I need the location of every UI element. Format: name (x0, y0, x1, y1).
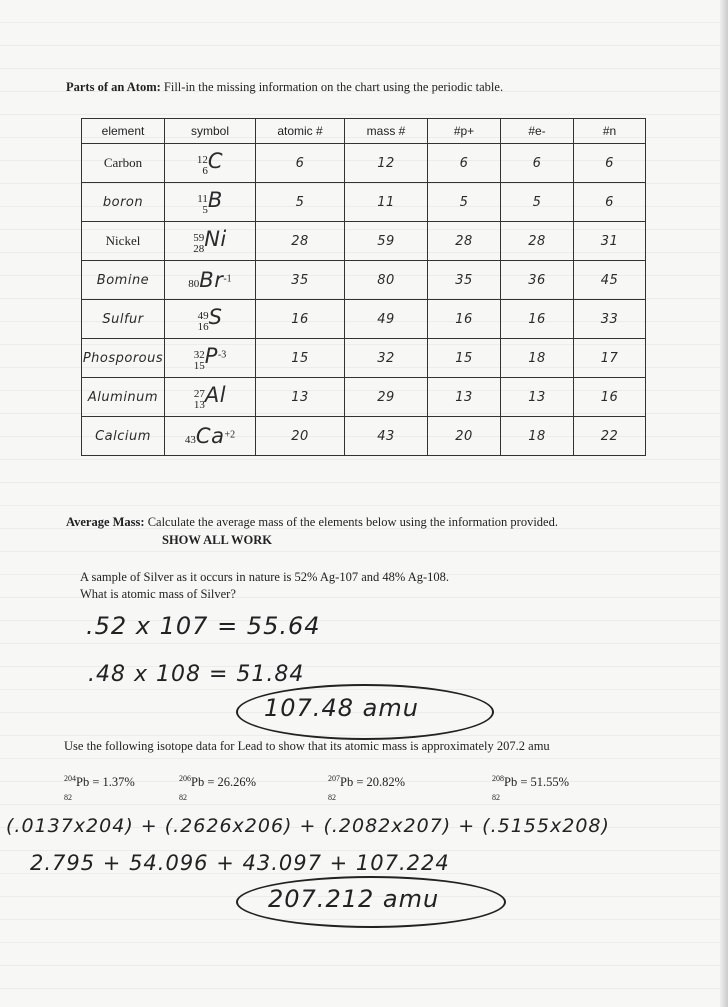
isotope-item (179, 772, 256, 805)
isotope-mass: 204 (64, 774, 76, 783)
header-protons: #p+ (428, 119, 501, 144)
cell-atomic-number: 13 (256, 378, 345, 417)
cell-mass-number: 12 (345, 144, 428, 183)
table-row (82, 300, 646, 339)
cell-electrons: 28 (501, 222, 574, 261)
section-header-parts-of-atom (66, 80, 503, 95)
isotope-percent: = 20.82% (353, 775, 406, 790)
cell-symbol (165, 144, 256, 183)
symbol-letters: Al (204, 383, 227, 408)
cell-atomic-number: 28 (256, 222, 345, 261)
header-symbol: symbol (165, 119, 256, 144)
cell-electrons: 13 (501, 378, 574, 417)
cell-mass-number: 49 (345, 300, 428, 339)
table-row (82, 144, 646, 183)
cell-element: Phosporous (82, 339, 165, 378)
cell-atomic-number: 16 (256, 300, 345, 339)
cell-symbol (165, 261, 256, 300)
cell-neutrons: 33 (574, 300, 646, 339)
cell-protons: 15 (428, 339, 501, 378)
isotope-z: 82 (328, 793, 336, 803)
table-row (82, 378, 646, 417)
atom-table (81, 118, 646, 456)
table-row (82, 261, 646, 300)
header-element: element (82, 119, 165, 144)
silver-work-line2: .48 x 108 = 51.84 (88, 662, 305, 687)
symbol-charge: -1 (223, 273, 232, 285)
symbol-letters: C (207, 149, 224, 174)
cell-symbol (165, 417, 256, 456)
cell-symbol (165, 183, 256, 222)
cell-mass-number: 80 (345, 261, 428, 300)
cell-atomic-number: 6 (256, 144, 345, 183)
isotope-item (64, 772, 135, 805)
symbol-mass: 49 (197, 309, 209, 322)
symbol-letters: B (207, 188, 223, 213)
table-row (82, 339, 646, 378)
symbol-mass: 43 (184, 433, 196, 446)
cell-symbol (165, 300, 256, 339)
show-work-label: SHOW ALL WORK (162, 533, 272, 547)
isotope-symbol: Pb (191, 775, 205, 790)
cell-electrons: 16 (501, 300, 574, 339)
symbol-mass: 27 (193, 387, 205, 400)
isotope-symbol: Pb (340, 775, 354, 790)
cell-element: Aluminum (82, 378, 165, 417)
symbol-z: 13 (193, 398, 205, 411)
isotope-z: 82 (179, 793, 187, 803)
cell-element: boron (82, 183, 165, 222)
cell-electrons: 5 (501, 183, 574, 222)
isotope-percent: = 51.55% (517, 775, 570, 790)
cell-protons: 13 (428, 378, 501, 417)
cell-mass-number: 43 (345, 417, 428, 456)
cell-protons: 5 (428, 183, 501, 222)
cell-element: Sulfur (82, 300, 165, 339)
cell-mass-number: 59 (345, 222, 428, 261)
cell-protons: 28 (428, 222, 501, 261)
isotope-percent: = 26.26% (204, 775, 257, 790)
symbol-z: 5 (202, 203, 208, 216)
cell-mass-number: 29 (345, 378, 428, 417)
isotope-mass: 206 (179, 774, 191, 783)
cell-symbol (165, 378, 256, 417)
cell-electrons: 36 (501, 261, 574, 300)
symbol-mass: 12 (196, 153, 208, 166)
isotope-z: 82 (64, 793, 72, 803)
silver-work-line1: .52 x 107 = 55.64 (86, 612, 321, 640)
section-instructions: Fill-in the missing information on the chart using the periodic table. (163, 80, 504, 94)
section-title: Parts of an Atom: (66, 80, 161, 94)
silver-answer: 107.48 amu (264, 694, 419, 722)
symbol-mass: 59 (193, 231, 205, 244)
lead-question: Use the following isotope data for Lead to show that its atomic mass is approximately 207.2 amu (64, 739, 550, 753)
cell-neutrons: 45 (574, 261, 646, 300)
header-electrons: #e- (501, 119, 574, 144)
cell-mass-number: 32 (345, 339, 428, 378)
cell-element: Carbon (82, 144, 165, 183)
cell-element: Bomine (82, 261, 165, 300)
symbol-z: 6 (202, 164, 208, 177)
cell-protons: 16 (428, 300, 501, 339)
cell-neutrons: 6 (574, 144, 646, 183)
cell-protons: 35 (428, 261, 501, 300)
silver-question (80, 569, 449, 603)
isotope-percent: = 1.37% (89, 775, 135, 790)
symbol-z: 16 (197, 320, 209, 333)
cell-mass-number: 11 (345, 183, 428, 222)
cell-electrons: 18 (501, 417, 574, 456)
cell-protons: 6 (428, 144, 501, 183)
isotope-item (492, 772, 569, 805)
isotope-z: 82 (492, 793, 500, 803)
table-header-row (82, 119, 646, 144)
cell-protons: 20 (428, 417, 501, 456)
symbol-z: 28 (193, 242, 205, 255)
cell-atomic-number: 20 (256, 417, 345, 456)
lead-work-line1: (.0137x204) + (.2626x206) + (.2082x207) + (.5155x208) (6, 815, 610, 837)
cell-neutrons: 17 (574, 339, 646, 378)
cell-neutrons: 22 (574, 417, 646, 456)
cell-atomic-number: 5 (256, 183, 345, 222)
symbol-letters: Ni (204, 227, 227, 252)
symbol-charge: -3 (217, 350, 227, 362)
cell-element: Nickel (82, 222, 165, 261)
lead-work-line2: 2.795 + 54.096 + 43.097 + 107.224 (30, 851, 450, 875)
cell-symbol (165, 339, 256, 378)
silver-question-line1: A sample of Silver as it occurs in nature is 52% Ag-107 and 48% Ag-108. (80, 570, 450, 584)
cell-neutrons: 31 (574, 222, 646, 261)
cell-atomic-number: 15 (256, 339, 345, 378)
symbol-letters: Ca (195, 424, 225, 448)
cell-atomic-number: 35 (256, 261, 345, 300)
cell-symbol (165, 222, 256, 261)
header-atomic-number: atomic # (256, 119, 345, 144)
symbol-letters: S (208, 305, 223, 330)
cell-element: Calcium (82, 417, 165, 456)
symbol-mass: 32 (193, 348, 205, 361)
lead-answer: 207.212 amu (268, 885, 440, 913)
isotope-mass: 207 (328, 774, 340, 783)
isotope-mass: 208 (492, 774, 504, 783)
isotope-item (328, 772, 405, 805)
symbol-letters: P (204, 344, 218, 369)
table-row (82, 417, 646, 456)
isotope-symbol: Pb (76, 775, 90, 790)
page-edge (720, 0, 728, 1007)
header-mass-number: mass # (345, 119, 428, 144)
isotope-symbol: Pb (504, 775, 518, 790)
cell-electrons: 18 (501, 339, 574, 378)
symbol-z: 15 (193, 359, 205, 372)
average-mass-title: Average Mass: (66, 515, 145, 529)
symbol-charge: +2 (224, 429, 236, 441)
silver-question-line2: What is atomic mass of Silver? (80, 587, 236, 601)
header-neutrons: #n (574, 119, 646, 144)
symbol-mass: 11 (197, 192, 208, 205)
cell-electrons: 6 (501, 144, 574, 183)
table-row (82, 222, 646, 261)
cell-neutrons: 6 (574, 183, 646, 222)
cell-neutrons: 16 (574, 378, 646, 417)
table-row (82, 183, 646, 222)
symbol-letters: Br (199, 268, 224, 292)
average-mass-header (66, 513, 558, 549)
average-mass-instructions: Calculate the average mass of the elements below using the information provided. (147, 515, 558, 529)
symbol-mass: 80 (188, 277, 200, 290)
